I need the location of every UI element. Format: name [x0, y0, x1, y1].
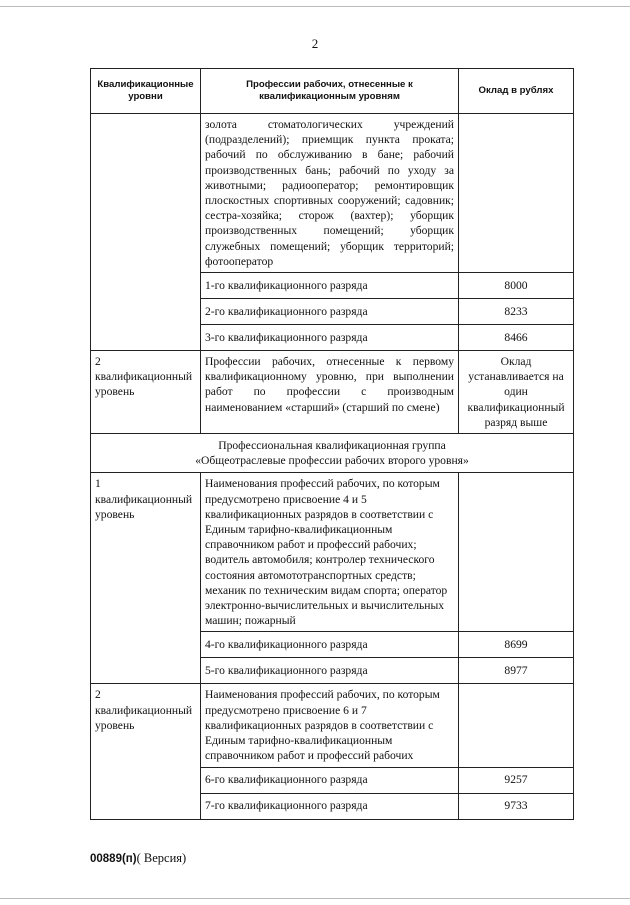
salary-value: 8000 — [459, 273, 574, 299]
group-heading-line2: «Общеотраслевые профессии рабочих второго уровня» — [195, 454, 469, 468]
grade-label: 2-го квалификационного разряда — [201, 299, 459, 325]
grade-label: 7-го квалификационного разряда — [201, 793, 459, 819]
header-professions: Профессии рабочих, отнесенные к квалификационным уровням — [201, 69, 459, 114]
document-footer — [90, 851, 186, 866]
table-row — [91, 473, 574, 632]
professions-cell: Профессии рабочих, отнесенные к первому квалификационному уровню, при выполнении работ по профессии с производным наименованием «старший» (старший по смене) — [201, 351, 459, 434]
document-version: ( Версия) — [136, 851, 187, 865]
salary-cell-empty — [459, 473, 574, 632]
table-row — [91, 684, 574, 767]
level-cell: 1 квалификационный уровень — [91, 473, 201, 684]
salary-cell-empty — [459, 684, 574, 767]
salary-cell-empty — [459, 114, 574, 273]
grade-label: 3-го квалификационного разряда — [201, 325, 459, 351]
salary-value: 8466 — [459, 325, 574, 351]
page-number: 2 — [311, 36, 319, 51]
salary-value: 8233 — [459, 299, 574, 325]
level-cell-empty — [91, 114, 201, 351]
table-row — [91, 351, 574, 434]
table-row — [91, 114, 574, 273]
group-heading — [91, 434, 574, 473]
salary-note: Оклад устанавливается на один квалификационный разряд выше — [459, 351, 574, 434]
document-code: 00889(п) — [90, 853, 137, 865]
professions-cell: золота стоматологических учреждений (подразделений); приемщик пункта проката; рабочий по обслуживанию в бане; рабочий производственных бань; рабочий по уходу за животными; радиооператор; ремонтировщик плоскостных спортивных сооружений; садовник; сестра-хозяйка; сторож (вахтер); уборщик производственных помещений; уборщик служебных помещений; уборщик территорий; фотооператор — [201, 114, 459, 273]
scan-top-rule — [0, 6, 630, 7]
grade-label: 4-го квалификационного разряда — [201, 632, 459, 658]
level-cell: 2 квалификационный уровень — [91, 684, 201, 819]
scan-bottom-rule — [0, 898, 630, 899]
grade-label: 1-го квалификационного разряда — [201, 273, 459, 299]
salary-table — [90, 68, 574, 820]
group-heading-line1: Профессиональная квалификационная группа — [218, 439, 446, 453]
professions-cell: Наименования профессий рабочих, по которым предусмотрено присвоение 4 и 5 квалификационных разрядов в соответствии с Единым тарифно-квалификационным справочником работ и профессий рабочих; водитель автомобиля; контролер технического состояния автомототранспортных средств; механик по техническим видам спорта; оператор электронно-вычислительных и вычислительных машин; пожарный — [201, 473, 459, 632]
salary-value: 9257 — [459, 767, 574, 793]
grade-label: 6-го квалификационного разряда — [201, 767, 459, 793]
group-heading-row — [91, 434, 574, 473]
salary-value: 8699 — [459, 632, 574, 658]
header-salary: Оклад в рублях — [459, 69, 574, 114]
professions-cell: Наименования профессий рабочих, по которым предусмотрено присвоение 6 и 7 квалификационных разрядов в соответствии с Единым тарифно-квалификационным справочником работ и профессий рабочих — [201, 684, 459, 767]
grade-label: 5-го квалификационного разряда — [201, 658, 459, 684]
table-header-row — [91, 69, 574, 114]
salary-value: 9733 — [459, 793, 574, 819]
header-levels: Квалификационные уровни — [91, 69, 201, 114]
level-cell: 2 квалификационный уровень — [91, 351, 201, 434]
salary-value: 8977 — [459, 658, 574, 684]
